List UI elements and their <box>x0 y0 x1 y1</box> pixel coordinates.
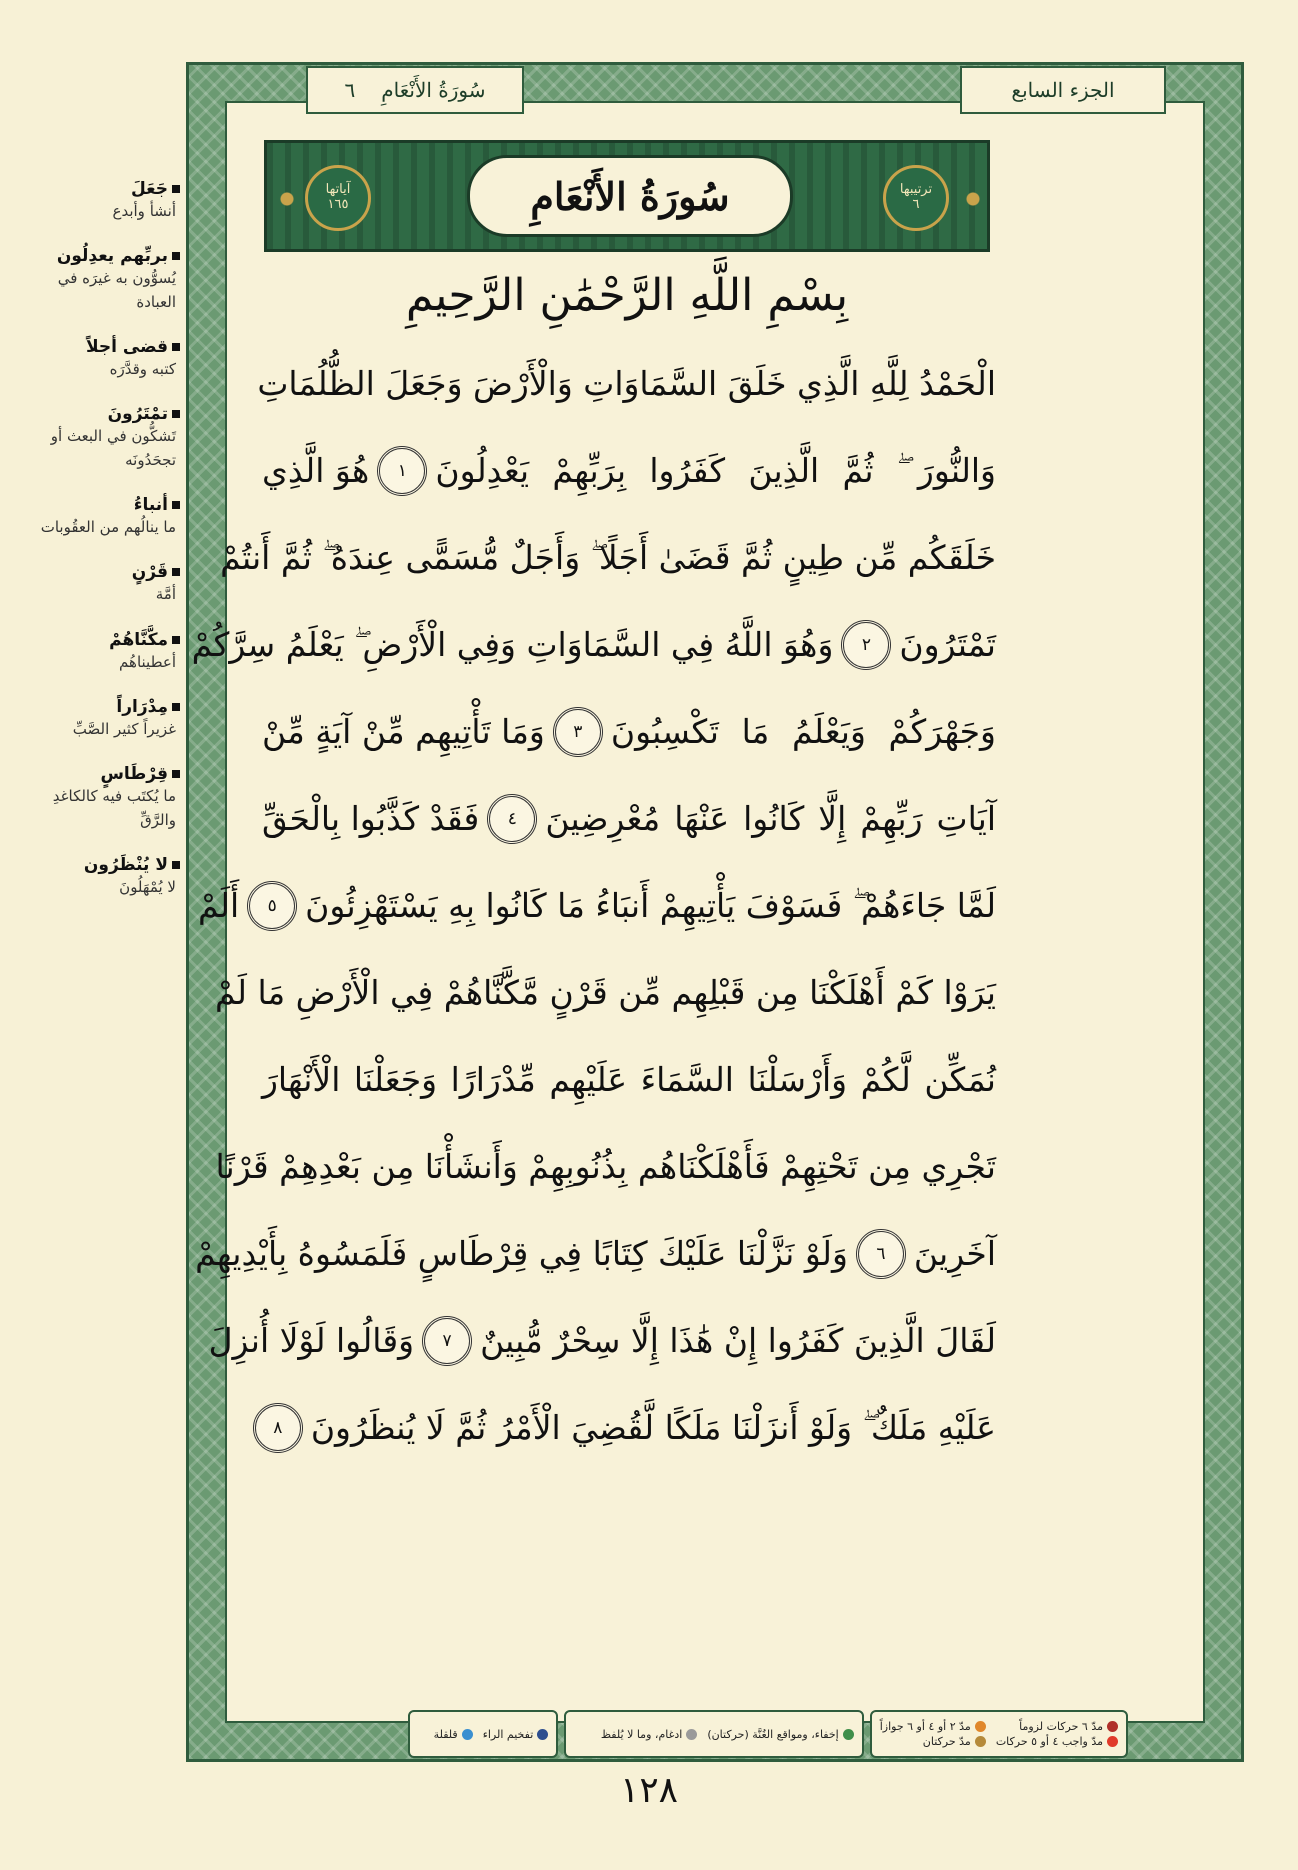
juz-label: الجزء السابع <box>1011 78 1115 102</box>
color-dot-icon <box>1107 1736 1118 1747</box>
verse-line <box>262 688 996 775</box>
legend-box <box>564 1710 863 1758</box>
verse-text: لَقَالَ الَّذِينَ كَفَرُوا إِنْ هَٰذَا إِلَّا سِحْرٌ مُّبِينٌ <box>480 1321 996 1360</box>
legend-item <box>483 1728 549 1741</box>
surah-header-number: ٦ <box>344 78 356 102</box>
glossary-term: مِدْرَاراً <box>14 696 180 718</box>
ayah-number-marker: ٨ <box>253 1403 303 1453</box>
color-dot-icon <box>462 1729 473 1740</box>
legend-item <box>880 1735 986 1748</box>
surah-header-name: سُورَةُ الأَنْعَامِ <box>381 78 486 102</box>
verse-text: وَالنُّورَ ۖ ثُمَّ الَّذِينَ كَفَرُوا بِرَبِّهِمْ يَعْدِلُونَ <box>435 450 996 490</box>
page-number: ١٢٨ <box>619 1770 678 1811</box>
legend-item <box>996 1720 1118 1733</box>
verse-text: نُمَكِّن لَّكُمْ وَأَرْسَلْنَا السَّمَاءَ عَلَيْهِم مِّدْرَارًا وَجَعَلْنَا الْأَنْهَارَ <box>262 1060 996 1099</box>
verse-text-continuation: أَلَمْ <box>197 886 240 925</box>
glossary-definition: أعطيناهُم <box>119 652 176 671</box>
verse-text: وَجَهْرَكُمْ وَيَعْلَمُ مَا تَكْسِبُونَ <box>610 712 996 751</box>
legend-label: مدّ واجب ٤ أو ٥ حركات <box>995 1735 1103 1748</box>
legend-label: قلقلة <box>433 1727 458 1741</box>
glossary-entry <box>14 245 180 314</box>
verse-text-continuation: وَلَوْ نَزَّلْنَا عَلَيْكَ كِتَابًا فِي قِرْطَاسٍ فَلَمَسُوهُ بِأَيْدِيهِمْ <box>195 1234 848 1273</box>
color-dot-icon <box>537 1729 548 1740</box>
legend-label: ادغام، وما لا يُلفظ <box>600 1727 683 1741</box>
surah-title-banner <box>264 140 990 252</box>
verse-text: يَرَوْا كَمْ أَهْلَكْنَا مِن قَبْلِهِم مِّن قَرْنٍ مَّكَّنَّاهُمْ فِي الْأَرْضِ مَا لَمْ <box>214 973 996 1012</box>
verse-count-medallion <box>305 165 371 231</box>
color-dot-icon <box>686 1729 697 1740</box>
color-dot-icon <box>1107 1721 1118 1732</box>
verse-line <box>214 949 996 1036</box>
glossary-entry <box>14 854 180 899</box>
legend-item <box>707 1728 853 1741</box>
color-dot-icon <box>975 1721 986 1732</box>
surah-order-medallion <box>883 165 949 231</box>
legend-item <box>418 1728 473 1741</box>
glossary-entry <box>14 494 180 539</box>
ayah-number-marker: ٢ <box>841 620 891 670</box>
verse-line <box>208 1297 996 1384</box>
verse-text: عَلَيْهِ مَلَكٌ ۖ وَلَوْ أَنزَلْنَا مَلَكًا لَّقُضِيَ الْأَمْرُ ثُمَّ لَا يُنظَرُونَ <box>310 1407 996 1447</box>
legend-label: مدّ ٦ حركات لزوماً <box>1019 1720 1103 1733</box>
ayah-number-marker: ٧ <box>422 1316 472 1366</box>
verse-line <box>195 1210 996 1297</box>
verse-line <box>197 862 996 949</box>
verse-line <box>220 514 996 601</box>
ayah-number-marker: ٤ <box>487 794 537 844</box>
verse-text: الْحَمْدُ لِلَّهِ الَّذِي خَلَقَ السَّمَاوَاتِ وَالْأَرْضَ وَجَعَلَ الظُّلُمَاتِ <box>257 364 996 403</box>
verse-line <box>262 1036 996 1123</box>
verse-text: لَمَّا جَاءَهُمْ ۖ فَسَوْفَ يَأْتِيهِمْ أَنبَاءُ مَا كَانُوا بِهِ يَسْتَهْزِئُونَ <box>305 885 996 925</box>
surah-order-label: ترتيبها <box>899 182 933 198</box>
glossary-term: بربِّهم يعدِلُون <box>14 245 180 267</box>
verse-line <box>262 427 996 514</box>
legend-label: مدّ ٢ أو ٤ أو ٦ جوازاً <box>879 1720 971 1733</box>
verse-text-continuation: وَمَا تَأْتِيهِم مِّنْ آيَةٍ مِّنْ <box>262 712 545 751</box>
ayah-number-marker: ٥ <box>247 881 297 931</box>
glossary-entry <box>14 763 180 832</box>
ayah-number-marker: ١ <box>377 446 427 496</box>
legend-item <box>574 1728 697 1741</box>
glossary-entry <box>14 178 180 223</box>
glossary-entry <box>14 336 180 381</box>
glossary-definition: ما يُكتَب فيه كالكاغدِ والرَّقِّ <box>52 787 176 829</box>
glossary-term: قضى أجلاً <box>14 336 180 358</box>
verse-count-label: آياتها <box>325 182 351 198</box>
glossary-term: لا يُنْظَرُون <box>14 854 180 876</box>
surah-title: سُورَةُ الأَنْعَامِ <box>467 155 793 237</box>
glossary-term: تمْتَرُونَ <box>14 403 180 425</box>
verse-text: خَلَقَكُم مِّن طِينٍ ثُمَّ قَضَىٰ أَجَلًا ۖ وَأَجَلٌ مُّسَمًّى عِندَهُ ۖ ثُمَّ أَنتُمْ <box>220 537 996 577</box>
verse-text-continuation: وَقَالُوا لَوْلَا أُنزِلَ <box>208 1321 415 1360</box>
legend-box <box>870 1710 1128 1758</box>
glossary-term: قَرْنٍ <box>14 561 180 583</box>
legend-box <box>408 1710 558 1758</box>
glossary-entry <box>14 696 180 741</box>
legend-item <box>880 1720 986 1733</box>
glossary-definition: غزيراً كثير الصَّبِّ <box>72 720 176 738</box>
ayah-number-marker: ٣ <box>553 707 603 757</box>
verse-text-continuation: وَهُوَ اللَّهُ فِي السَّمَاوَاتِ وَفِي الْأَرْضِ ۖ يَعْلَمُ سِرَّكُمْ <box>191 624 834 664</box>
verse-line <box>191 601 996 688</box>
verses-block <box>191 340 996 1471</box>
legend-item <box>996 1735 1118 1748</box>
verse-text: تَجْرِي مِن تَحْتِهِمْ فَأَهْلَكْنَاهُم بِذُنُوبِهِمْ وَأَنشَأْنَا مِن بَعْدِهِمْ قَرْنًا <box>215 1147 996 1186</box>
surah-header-tab <box>306 66 524 114</box>
glossary-term: قِرْطَاسٍ <box>14 763 180 785</box>
glossary-definition: يُسوُّون به غيرَه في العبادة <box>57 269 176 311</box>
glossary-term: جَعَلَ <box>14 178 180 200</box>
verse-count-value: ١٦٥ <box>327 197 349 212</box>
glossary-entry <box>14 561 180 606</box>
glossary-definition: أنشأ وأبدع <box>112 202 176 221</box>
glossary-definition: لا يُمْهَلُونَ <box>119 877 176 896</box>
verse-text-continuation: فَقَدْ كَذَّبُوا بِالْحَقِّ <box>262 799 480 838</box>
legend-label: مدّ حركتان <box>922 1735 971 1748</box>
glossary-entry <box>14 629 180 674</box>
surah-order-value: ٦ <box>912 197 920 212</box>
verse-text: آيَاتِ رَبِّهِمْ إِلَّا كَانُوا عَنْهَا مُعْرِضِينَ <box>545 799 996 838</box>
verse-text-continuation: هُوَ الَّذِي <box>262 451 370 490</box>
verse-text: آخَرِينَ <box>913 1234 996 1273</box>
legend-label: تفخيم الراء <box>482 1727 534 1741</box>
margin-glossary <box>14 178 180 921</box>
glossary-definition: ما ينالُهم من العقُوبات <box>40 517 176 536</box>
color-dot-icon <box>975 1736 986 1747</box>
legend-label: إخفاء، ومواقع الغُنَّة (حركتان) <box>707 1727 839 1741</box>
verse-line <box>215 1123 996 1210</box>
ayah-number-marker: ٦ <box>856 1229 906 1279</box>
verse-text: تَمْتَرُونَ <box>899 625 996 664</box>
verse-line <box>262 775 996 862</box>
verse-line <box>257 340 996 427</box>
tajweed-color-legend <box>408 1710 1128 1758</box>
glossary-term: أنباءُ <box>14 494 180 516</box>
glossary-definition: كتبه وقدَّرَه <box>109 360 176 379</box>
glossary-definition: أمَّة <box>155 585 176 604</box>
juz-header-tab <box>960 66 1166 114</box>
verse-line <box>262 1384 996 1471</box>
color-dot-icon <box>843 1729 854 1740</box>
glossary-entry <box>14 403 180 472</box>
glossary-term: مكَّنَّاهُمْ <box>14 629 180 651</box>
glossary-definition: تَشكُّون في البعث أو تجحَدُونَه <box>50 427 176 469</box>
basmala: بِسْمِ اللَّهِ الرَّحْمَٰنِ الرَّحِيمِ <box>405 270 849 321</box>
